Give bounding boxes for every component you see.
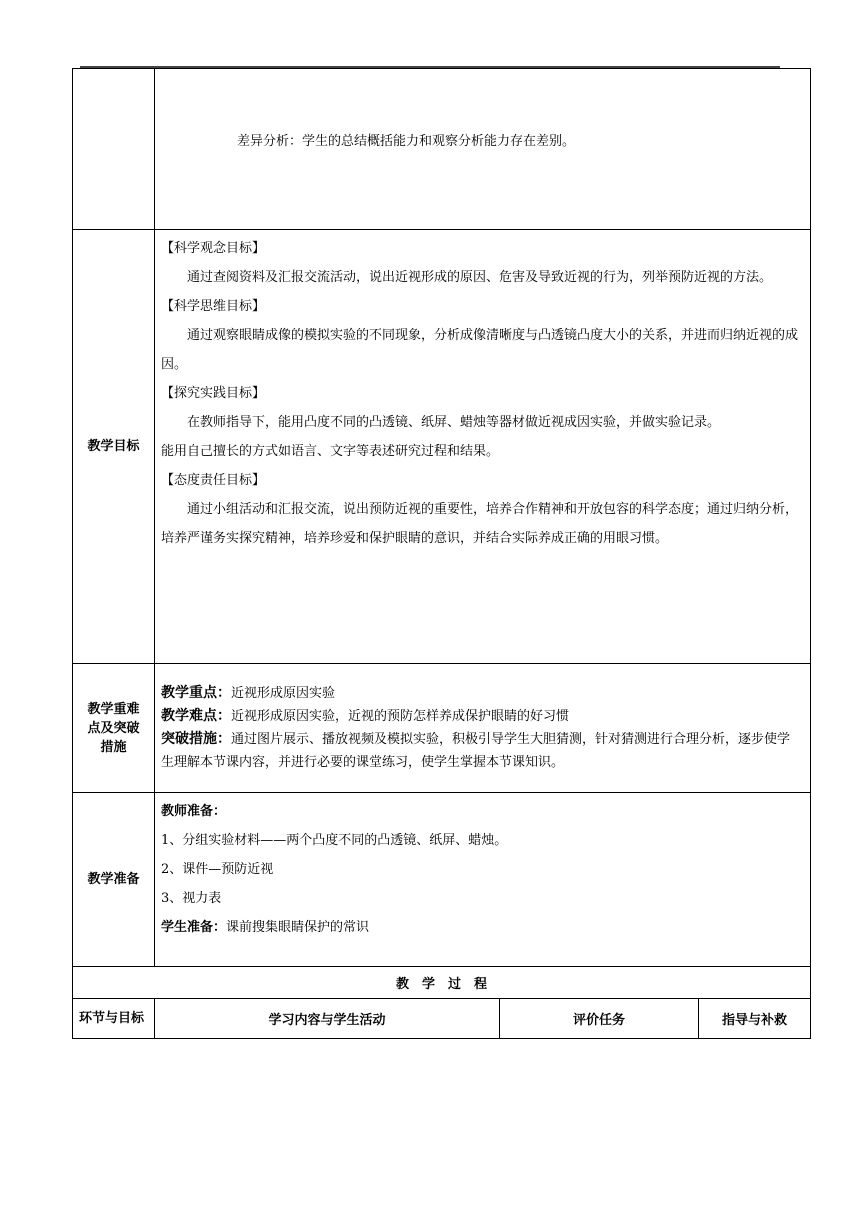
key-points-row — [73, 664, 811, 793]
preparation-cell — [155, 793, 811, 967]
attitude-text: 通过小组活动和汇报交流，说出预防近视的重要性，培养合作精神和开放包容的科学态度；通过归纳分析，培养严谨务实探究精神，培养珍爱和保护眼睛的意识，并结合实际养成正确的用眼习惯。 — [161, 502, 799, 546]
analysis-cell — [155, 69, 811, 230]
col-stage-goal: 环节与目标 — [73, 999, 155, 1039]
science-thinking-text: 通过观察眼睛成像的模拟实验的不同现象，分析成像清晰度与凸透镜凸度大小的关系，并进而归纳近视的成因。 — [161, 328, 799, 372]
analysis-text: 差异分析：学生的总结概括能力和观察分析能力存在差别。 — [237, 134, 576, 149]
key-points-cell — [155, 664, 811, 793]
process-header-row — [73, 999, 811, 1039]
attitude-heading: 【态度责任目标】 — [161, 473, 266, 488]
key-points-label-line3: 措施 — [100, 739, 127, 755]
col-content-activity: 学习内容与学生活动 — [155, 999, 500, 1039]
analysis-label-cell — [73, 69, 155, 230]
key-points-label-line1: 教学重难 — [87, 701, 140, 717]
process-title-row — [73, 967, 811, 999]
inquiry-practice-heading: 【探究实践目标】 — [161, 386, 266, 401]
key-points-label — [73, 664, 155, 793]
process-title: 教 学 过 程 — [73, 967, 811, 999]
prep-item-1: 1、分组实验材料——两个凸度不同的凸透镜、纸屏、蜡烛。 — [161, 833, 508, 848]
measures-line — [161, 728, 802, 774]
objectives-row — [73, 230, 811, 664]
analysis-row — [73, 69, 811, 230]
preparation-row — [73, 793, 811, 967]
prep-item-2: 2、课件—预防近视 — [161, 862, 274, 877]
prep-item-3: 3、视力表 — [161, 891, 222, 906]
student-prep-line — [161, 913, 802, 942]
inquiry-practice-extra: 能用自己擅长的方式如语言、文字等表述研究过程和结果。 — [161, 444, 500, 459]
student-prep-label: 学生准备： — [161, 920, 227, 935]
teacher-prep-label: 教师准备： — [161, 804, 227, 819]
preparation-label: 教学准备 — [73, 793, 155, 967]
difficulty-text: 近视形成原因实验，近视的预防怎样养成保护眼睛的好习惯 — [231, 709, 570, 724]
difficulty-line — [161, 705, 802, 728]
objectives-label: 教学目标 — [73, 230, 155, 664]
science-concept-text: 通过查阅资料及汇报交流活动，说出近视形成的原因、危害及导致近视的行为，列举预防近视的方法。 — [187, 270, 773, 285]
focus-line — [161, 682, 802, 705]
key-points-label-line2: 点及突破 — [87, 720, 140, 736]
col-evaluation: 评价任务 — [500, 999, 699, 1039]
difficulty-label: 教学难点： — [161, 708, 231, 724]
student-prep-text: 课前搜集眼睛保护的常识 — [226, 920, 370, 935]
science-concept-heading: 【科学观念目标】 — [161, 241, 266, 256]
lesson-plan-table — [72, 68, 811, 1039]
measures-label: 突破措施： — [161, 731, 231, 747]
science-thinking-heading: 【科学思维目标】 — [161, 299, 266, 314]
inquiry-practice-text: 在教师指导下，能用凸度不同的凸透镜、纸屏、蜡烛等器材做近视成因实验，并做实验记录。 — [187, 415, 721, 430]
focus-text: 近视形成原因实验 — [231, 686, 336, 701]
measures-text: 通过图片展示、播放视频及模拟实验，积极引导学生大胆猜测，针对猜测进行合理分析，逐步使学生理解本节课内容，并进行必要的课堂练习，使学生掌握本节课知识。 — [161, 732, 791, 770]
objectives-cell — [155, 230, 811, 664]
col-guidance: 指导与补救 — [699, 999, 811, 1039]
focus-label: 教学重点： — [161, 685, 231, 701]
